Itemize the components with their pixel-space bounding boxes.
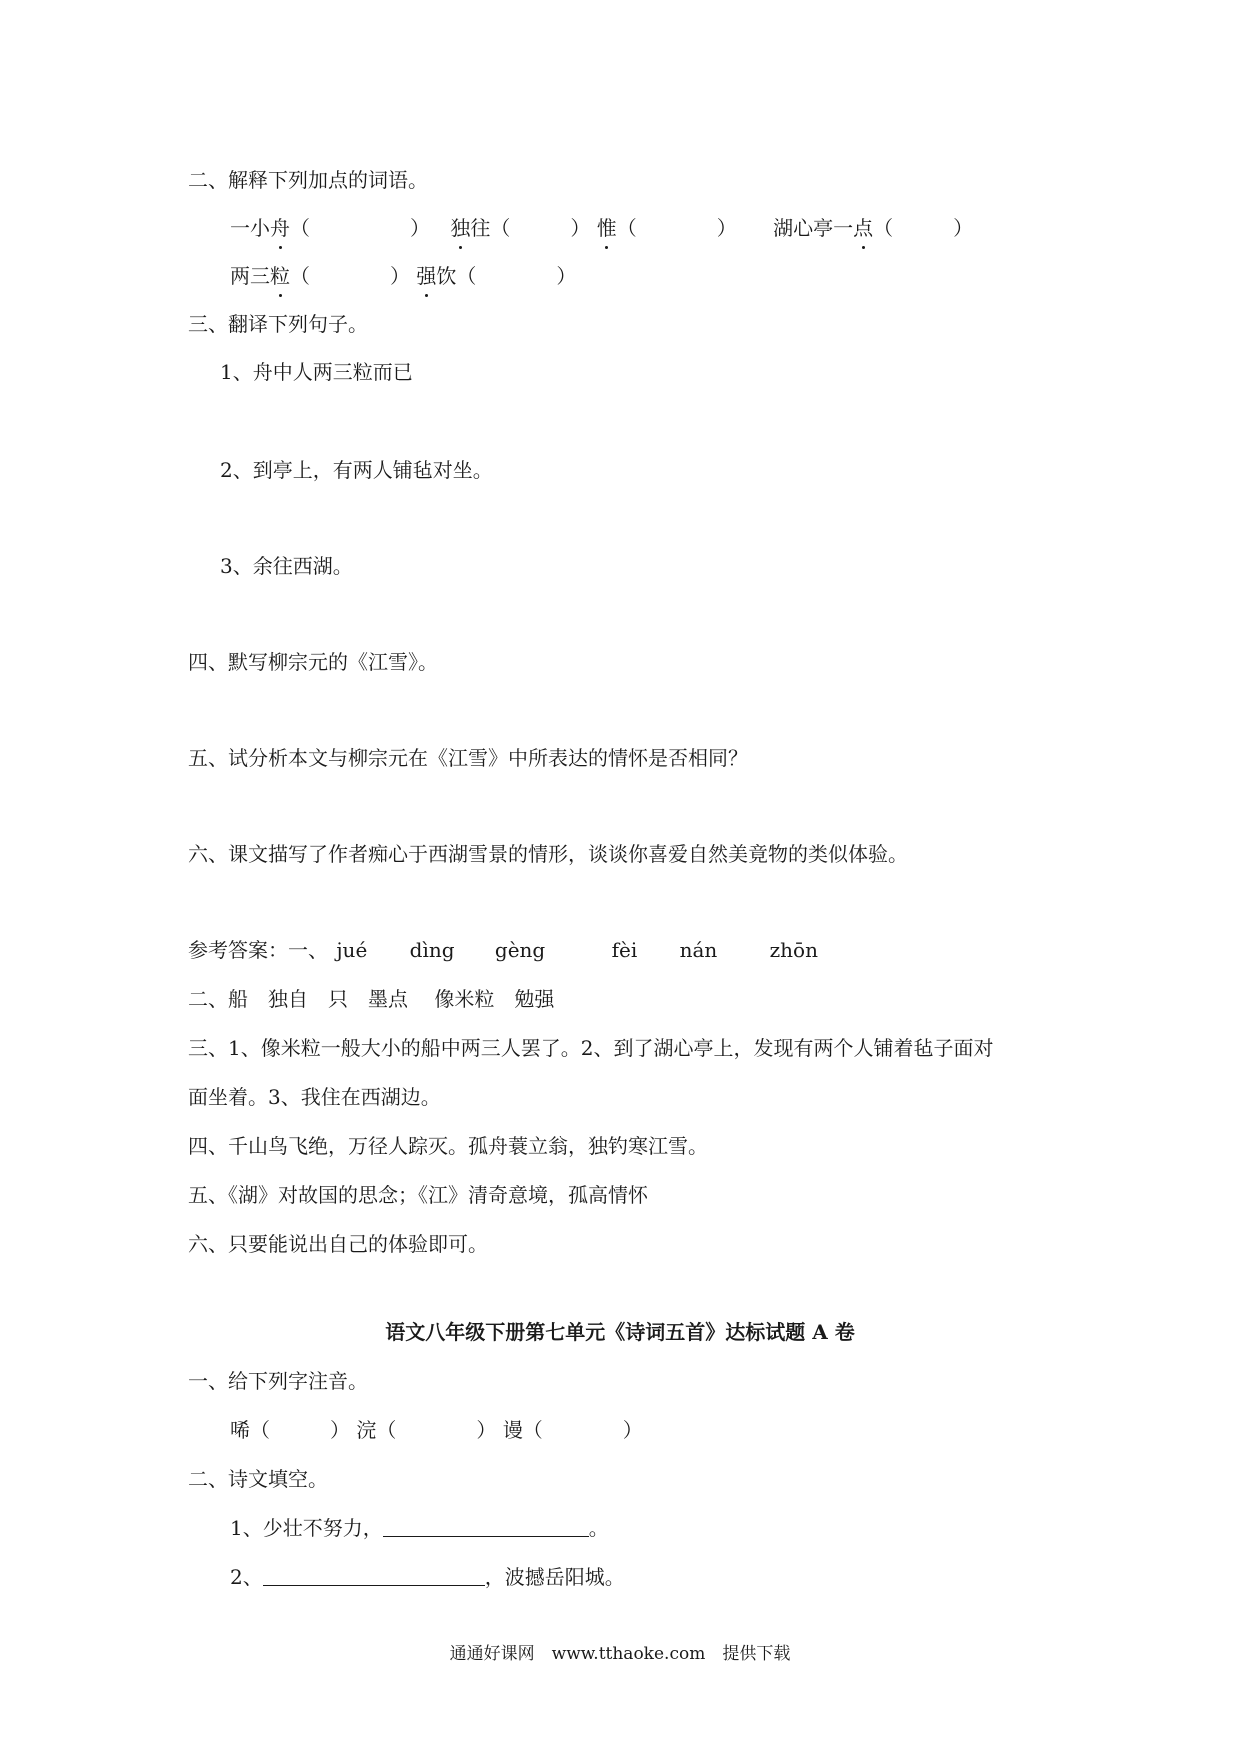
section2-heading: 二、解释下列加点的词语。	[188, 168, 428, 192]
answer-6: 六、只要能说出自己的体验即可。	[188, 1232, 488, 1256]
answer-4: 四、千山鸟飞绝，万径人踪灭。孤舟蓑立翁，独钓寒江雪。	[188, 1134, 708, 1158]
term-item: 强饮（ ）	[416, 264, 577, 288]
test-q2-item1: 1、少壮不努力， 。	[230, 1516, 609, 1540]
test-q2-heading: 二、诗文填空。	[188, 1467, 328, 1491]
test-q2-item2: 2、 ，波撼岳阳城。	[230, 1565, 625, 1589]
pinyin-item: zhōn	[769, 938, 818, 962]
answers-pinyin-line	[188, 936, 818, 964]
section3-item: 3、余往西湖。	[220, 554, 353, 578]
term-item: 湖心亭一点（ ）	[773, 216, 974, 240]
pinyin-item: fèi	[611, 938, 638, 962]
footer-credit: 通通好课网 www.tthaoke.com 提供下载	[449, 1644, 791, 1664]
section3-heading: 三、翻译下列句子。	[188, 312, 368, 336]
section6-heading: 六、课文描写了作者痴心于西湖雪景的情形，谈谈你喜爱自然美竟物的类似体验。	[188, 842, 908, 866]
pinyin-item: jué	[336, 938, 368, 962]
section4-heading: 四、默写柳宗元的《江雪》。	[188, 650, 438, 674]
test-title: 语文八年级下册第七单元《诗词五首》达标试题 A 卷	[385, 1320, 855, 1344]
section2-row1	[230, 214, 973, 242]
term-item: 独往（ ）	[450, 216, 591, 240]
char-item: 唏（ ）	[230, 1418, 350, 1442]
answers-label: 参考答案：一、	[188, 938, 328, 962]
answer-blank[interactable]	[263, 1565, 485, 1586]
section5-heading: 五、试分析本文与柳宗元在《江雪》中所表达的情怀是否相同？	[188, 746, 748, 770]
answer-3-line2: 面坐着。3、我住在西湖边。	[188, 1085, 441, 1109]
pinyin-item: dìng	[409, 938, 455, 962]
answer-3-line1: 三、1、像米粒一般大小的船中两三人罢了。2、到了湖心亭上，发现有两个人铺着毡子面对	[188, 1036, 994, 1060]
char-item: 谩（ ）	[502, 1418, 643, 1442]
char-item: 浣（ ）	[356, 1418, 497, 1442]
term-item: 一小舟（ ）	[230, 216, 430, 240]
test-q1-heading: 一、给下列字注音。	[188, 1369, 368, 1393]
section2-row2	[230, 262, 576, 290]
term-item: 两三粒（ ）	[230, 264, 410, 288]
test-q1-items	[230, 1416, 643, 1444]
answer-5: 五、《湖》对故国的思念；《江》清奇意境，孤高情怀	[188, 1183, 648, 1207]
section3-item: 2、到亭上，有两人铺毡对坐。	[220, 458, 493, 482]
term-item: 惟（ ）	[596, 216, 737, 240]
pinyin-item: nán	[679, 938, 718, 962]
answer-2: 二、船 独自 只 墨点 像米粒 勉强	[188, 987, 555, 1011]
section3-item: 1、舟中人两三粒而已	[220, 360, 413, 384]
pinyin-item: gèng	[494, 938, 546, 962]
answer-blank[interactable]	[383, 1516, 589, 1537]
